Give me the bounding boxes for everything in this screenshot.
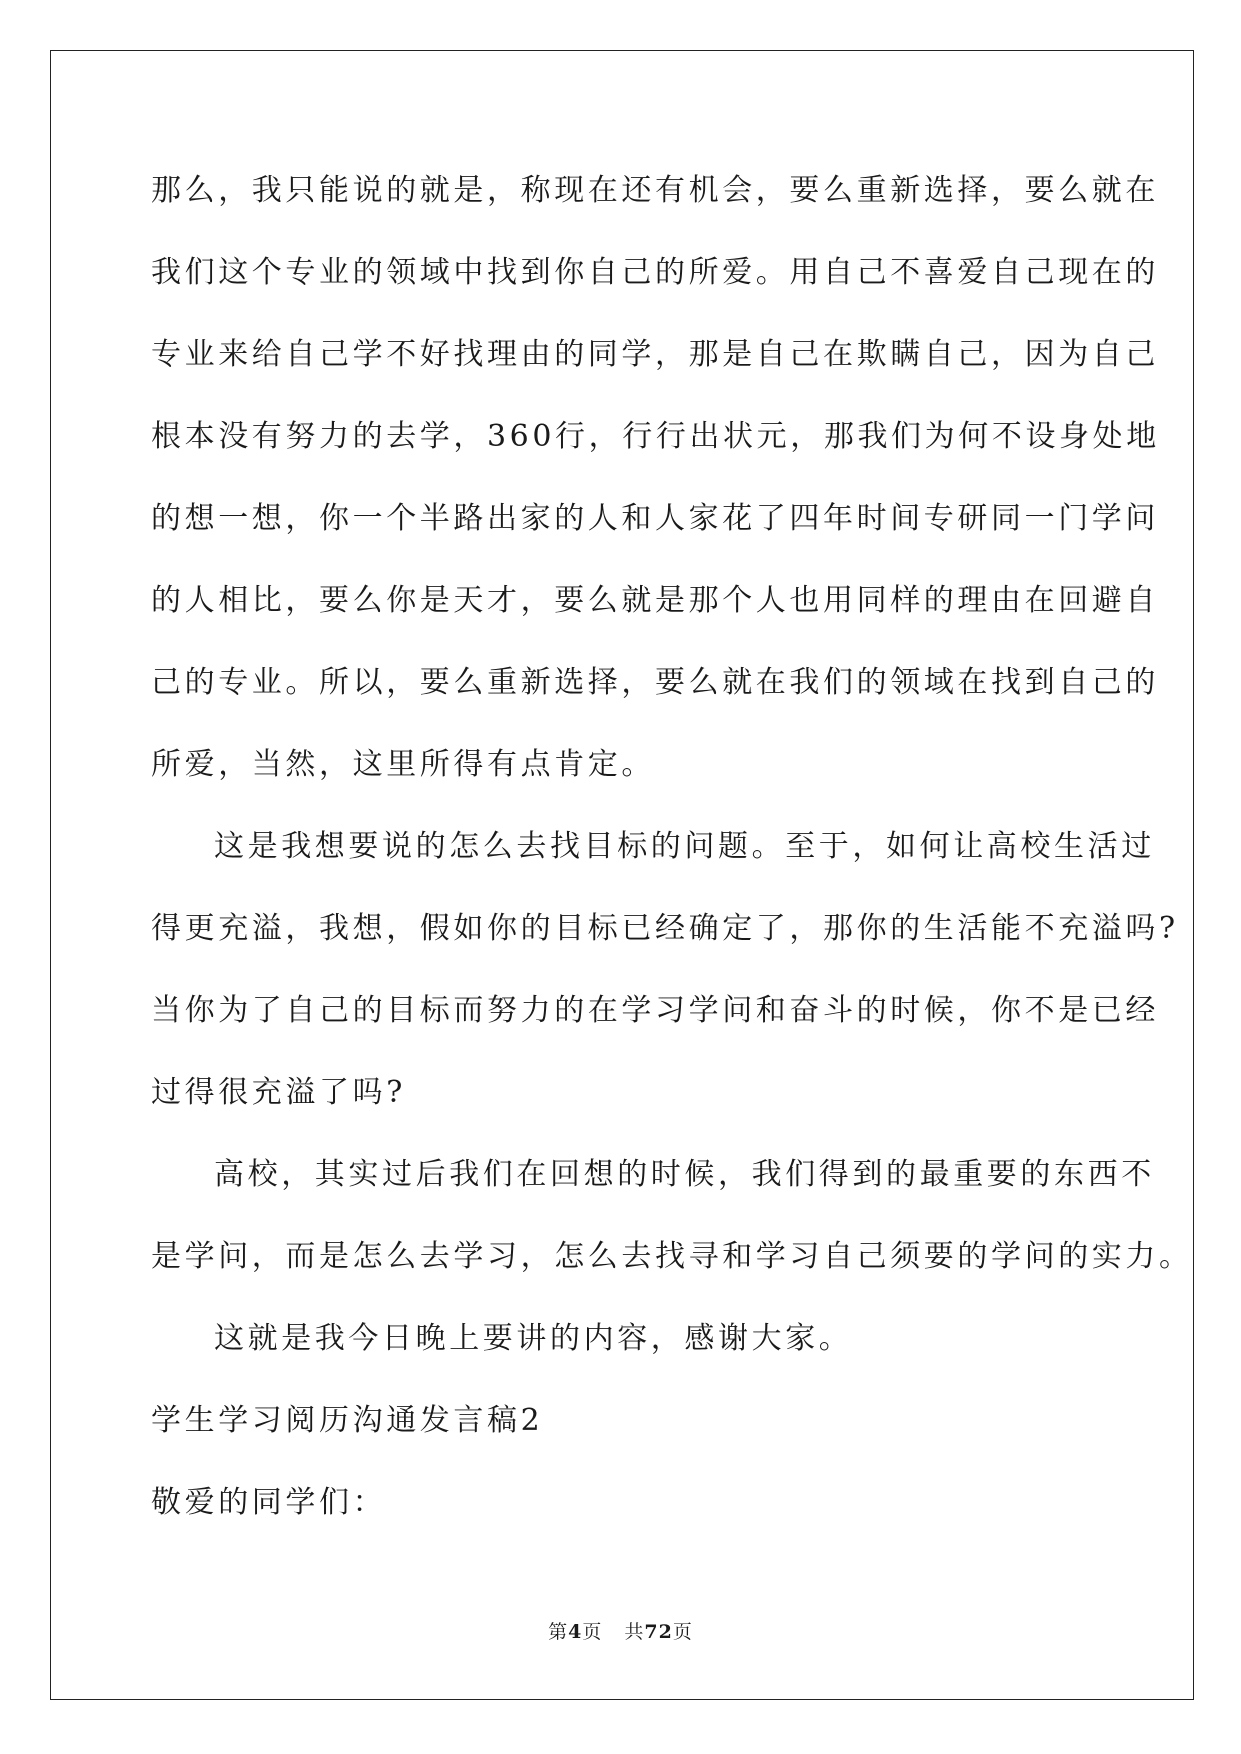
page-suffix: 页 <box>582 1621 603 1643</box>
paragraph-line: 高校，其实过后我们在回想的时候，我们得到的最重要的东西不 <box>214 1157 1155 1192</box>
total-pages: 72 <box>644 1621 673 1643</box>
paragraph-line: 过得很充溢了吗? <box>151 1075 406 1110</box>
salutation: 敬爱的同学们： <box>151 1485 387 1520</box>
paragraph-line: 专业来给自己学不好找理由的同学，那是自己在欺瞒自己，因为自己 <box>151 337 1159 372</box>
paragraph-line: 这是我想要说的怎么去找目标的问题。至于，如何让高校生活过 <box>214 829 1155 864</box>
paragraph-line: 那么，我只能说的就是，称现在还有机会，要么重新选择，要么就在 <box>151 173 1159 208</box>
paragraph-line: 根本没有努力的去学，360行，行行出状元，那我们为何不设身处地 <box>151 419 1160 454</box>
total-prefix: 共 <box>624 1621 645 1643</box>
page-prefix: 第 <box>548 1621 569 1643</box>
paragraph-line: 当你为了自己的目标而努力的在学习学问和奋斗的时候，你不是已经 <box>151 993 1159 1028</box>
paragraph-line: 所爱，当然，这里所得有点肯定。 <box>151 747 655 782</box>
paragraph-line: 得更充溢，我想，假如你的目标已经确定了，那你的生活能不充溢吗? <box>151 911 1179 946</box>
page-footer <box>0 1617 1241 1644</box>
paragraph-line: 的想一想，你一个半路出家的人和人家花了四年时间专研同一门学问 <box>151 501 1159 536</box>
paragraph-line: 是学问，而是怎么去学习，怎么去找寻和学习自己须要的学问的实力。 <box>151 1239 1193 1274</box>
paragraph-line: 己的专业。所以，要么重新选择，要么就在我们的领域在找到自己的 <box>151 665 1159 700</box>
paragraph-line: 我们这个专业的领域中找到你自己的所爱。用自己不喜爱自己现在的 <box>151 255 1159 290</box>
paragraph-line: 的人相比，要么你是天才，要么就是那个人也用同样的理由在回避自 <box>151 583 1159 618</box>
total-suffix: 页 <box>672 1621 693 1643</box>
page-number: 4 <box>568 1621 583 1643</box>
document-body <box>151 150 1193 1544</box>
paragraph-line: 这就是我今日晚上要讲的内容，感谢大家。 <box>214 1321 853 1356</box>
section-heading: 学生学习阅历沟通发言稿2 <box>151 1403 544 1438</box>
